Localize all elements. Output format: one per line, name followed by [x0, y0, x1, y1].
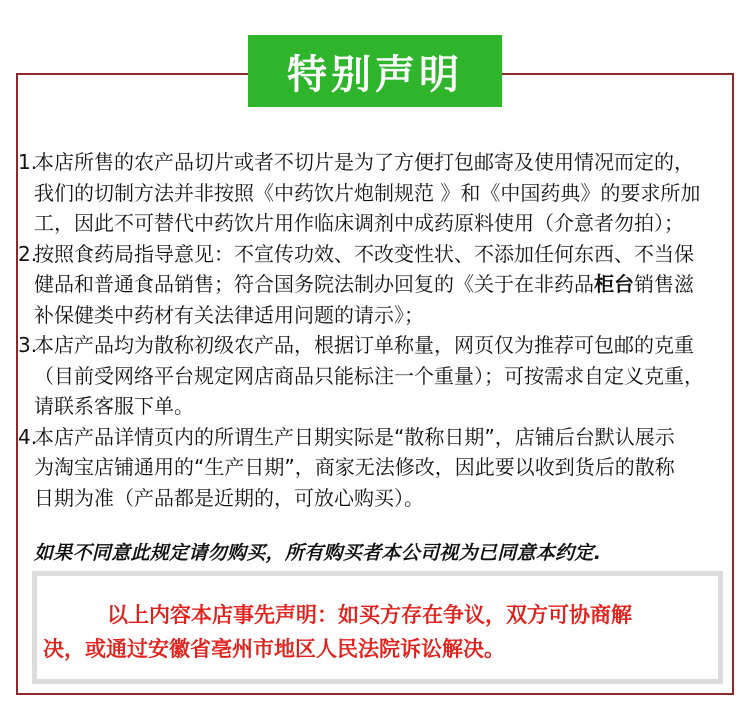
term-line: [18, 269, 730, 300]
dispute-notice-line-1: 以上内容本店事先声明：如买方存在争议，双方可协商解: [107, 603, 632, 627]
dispute-notice-box: [32, 571, 723, 684]
term-line: [18, 330, 730, 361]
term-line: 补保健类中药材有关法律适用问题的请示》；: [34, 302, 424, 327]
term-line: 我们的切制方法并非按照《中药饮片炮制规范 》和《中国药典》的要求所加: [34, 180, 701, 205]
term-line: [18, 239, 730, 270]
term-item-2: [18, 239, 730, 331]
term-line: 日期为准（产品都是近期的，可放心购买）。: [34, 485, 424, 510]
term-line: 请联系客服下单。: [34, 394, 194, 418]
term-text: 本店产品均为散称初级农产品，根据订单称量，网页仅为推荐可包邮的克重: [34, 333, 694, 357]
purchase-warning: 如果不同意此规定请勿购买，所有购买者本公司视为已同意本约定.: [34, 542, 602, 564]
term-line: 为淘宝店铺通用的“生产日期”，商家无法修改，因此要以收到货后的散称: [34, 455, 675, 479]
term-line: 工，因此不可替代中药饮片用作临床调剂中成药原料使用（介意者勿拍）；: [34, 211, 684, 235]
term-line: （目前受网络平台规定网店商品只能标注一个重量）；可按需求自定义克重，: [34, 363, 704, 388]
terms-list: [18, 147, 730, 513]
term-bold-text: 柜台: [594, 272, 634, 296]
term-text: 健品和普通食品销售；符合国务院法制办回复的《关于在非药品: [34, 272, 594, 296]
term-number: 3.: [18, 333, 38, 357]
term-text: 按照食药局指导意见：不宣传功效、不改变性状、不添加任何东西、不当保: [34, 241, 694, 266]
term-number: 2.: [18, 241, 38, 266]
page-title: 特别声明: [248, 35, 502, 107]
term-text: 本店产品详情页内的所谓生产日期实际是“散称日期”，店铺后台默认展示: [34, 424, 675, 449]
term-text: 本店所售的农产品切片或者不切片是为了方便打包邮寄及使用情况而定的，: [34, 150, 694, 174]
term-item-4: [18, 422, 730, 514]
term-item-1: [18, 147, 730, 239]
dispute-notice: [43, 598, 723, 666]
term-text: 销售滋: [634, 272, 694, 296]
term-line: [18, 422, 730, 453]
term-number: 4.: [18, 424, 38, 449]
term-number: 1.: [18, 150, 38, 174]
term-item-3: [18, 330, 730, 422]
term-line: [18, 147, 730, 178]
dispute-notice-line-2: 决，或通过安徽省亳州市地区人民法院诉讼解决。: [43, 637, 505, 661]
